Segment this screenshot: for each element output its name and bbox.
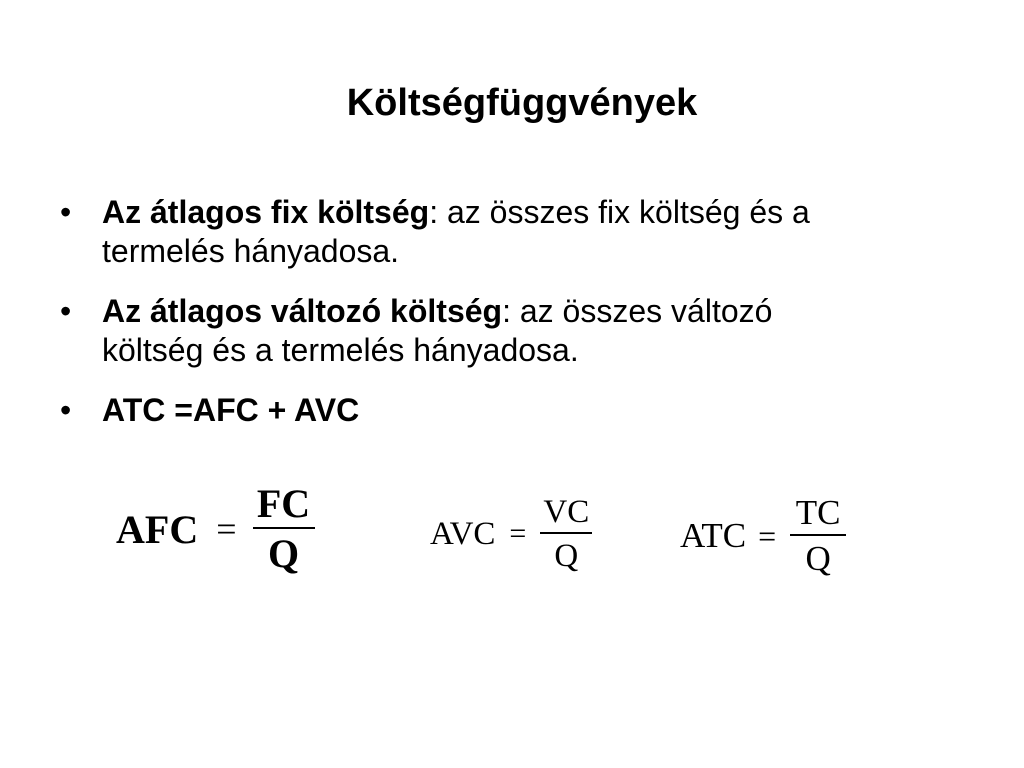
bullet-term: Az átlagos fix költség — [102, 194, 430, 230]
bullet-term: ATC =AFC + AVC — [102, 392, 360, 428]
bullet-item-avc-definition — [60, 292, 820, 370]
fraction-numerator: FC — [256, 481, 311, 526]
fraction-numerator: TC — [795, 493, 841, 532]
bullet-text: : az összes változó költség és a termelés hányadosa. — [102, 293, 773, 368]
formula-avc — [430, 495, 592, 573]
fraction — [540, 495, 592, 573]
bullet-text: : az összes fix költség és a termelés hányadosa. — [102, 194, 810, 269]
bullet-list — [60, 193, 820, 451]
fraction-denominator: Q — [554, 538, 579, 574]
fraction-numerator: VC — [543, 494, 590, 530]
equals-sign: = — [758, 517, 777, 554]
bullet-point-icon: • — [60, 392, 72, 428]
fraction-denominator: Q — [267, 531, 300, 576]
formula-lhs: AFC — [116, 506, 199, 552]
slide-title: Költségfüggvények — [346, 82, 698, 124]
fraction-bar — [540, 532, 592, 534]
fraction — [253, 481, 315, 576]
equals-sign: = — [509, 517, 527, 550]
equals-sign: = — [216, 509, 237, 549]
fraction-bar — [253, 527, 315, 529]
fraction — [790, 495, 846, 577]
formula-atc — [680, 495, 846, 577]
formula-afc — [116, 481, 315, 576]
formula-lhs: AVC — [430, 515, 496, 552]
bullet-point-icon: • — [60, 293, 72, 329]
bullet-item-afc-definition — [60, 193, 820, 271]
formula-lhs: ATC — [680, 516, 747, 555]
bullet-item-atc-identity — [60, 391, 820, 430]
fraction-denominator: Q — [805, 539, 831, 578]
bullet-point-icon: • — [60, 194, 72, 230]
bullet-term: Az átlagos változó költség — [102, 293, 503, 329]
fraction-bar — [790, 534, 846, 536]
